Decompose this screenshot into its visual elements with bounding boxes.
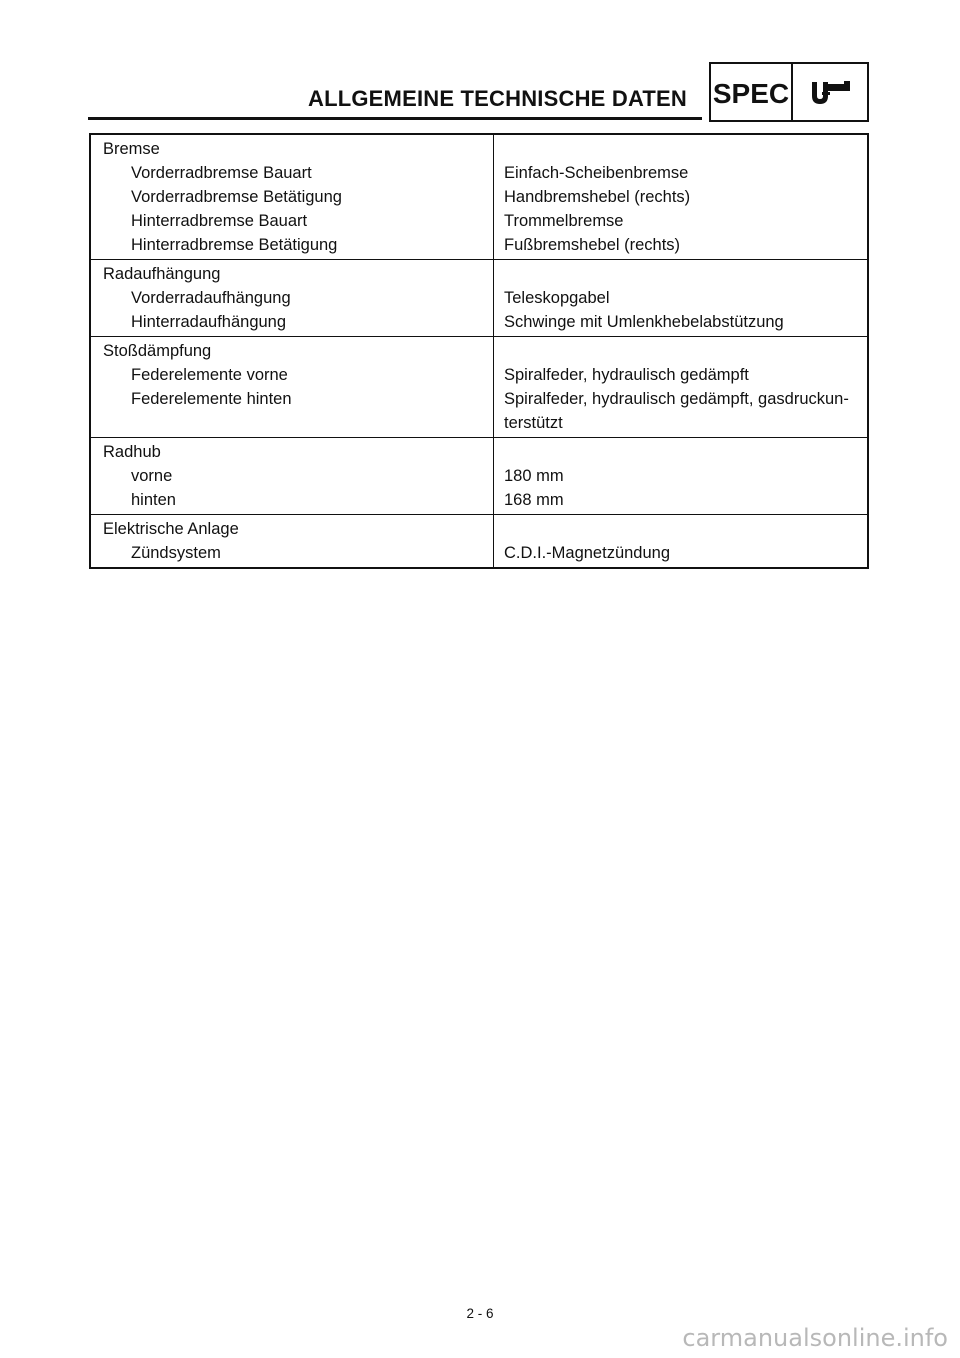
page-number: 2 - 6 bbox=[466, 1306, 494, 1321]
group-title: Elektrische Anlage bbox=[90, 515, 494, 542]
group-title: Stoßdämpfung bbox=[90, 337, 494, 364]
table-row bbox=[90, 488, 868, 515]
table-row bbox=[90, 387, 868, 438]
group-title: Radhub bbox=[90, 438, 494, 465]
spec-value: Einfach-Scheibenbremse bbox=[504, 164, 689, 182]
spec-value: Spiralfeder, hydraulisch gedämpft bbox=[504, 366, 749, 384]
spec-value: Trommelbremse bbox=[504, 212, 624, 230]
spec-label: Vorderradaufhängung bbox=[131, 289, 291, 307]
group-header-row bbox=[90, 260, 868, 287]
table-row bbox=[90, 541, 868, 568]
spec-label: vorne bbox=[131, 467, 173, 485]
spec-value: Fußbremshebel (rechts) bbox=[504, 236, 681, 254]
spec-label: Federelemente vorne bbox=[131, 366, 288, 384]
group-header-row bbox=[90, 438, 868, 465]
table-row bbox=[90, 286, 868, 310]
caliper-icon bbox=[793, 64, 867, 120]
spec-value: 168 mm bbox=[504, 491, 564, 509]
section-badge bbox=[709, 62, 869, 122]
spec-label: Hinterradbremse Bauart bbox=[131, 212, 308, 230]
spec-label: hinten bbox=[131, 491, 176, 509]
spec-label: Hinterradaufhängung bbox=[131, 313, 287, 331]
table-row bbox=[90, 185, 868, 209]
specifications-table bbox=[89, 133, 869, 569]
group-title: Radaufhängung bbox=[90, 260, 494, 287]
group-title: Bremse bbox=[90, 134, 494, 161]
table-row bbox=[90, 161, 868, 185]
table-row bbox=[90, 209, 868, 233]
group-header-row bbox=[90, 134, 868, 161]
table-row bbox=[90, 363, 868, 387]
spec-label: Vorderradbremse Bauart bbox=[131, 164, 312, 182]
spec-value bbox=[494, 387, 869, 438]
header-rule bbox=[88, 117, 702, 120]
table-row bbox=[90, 233, 868, 260]
spec-label: Zündsystem bbox=[131, 544, 221, 562]
table-row bbox=[90, 310, 868, 337]
spec-value: Schwinge mit Umlenkhebelabstützung bbox=[504, 313, 784, 331]
spec-value: Handbremshebel (rechts) bbox=[504, 188, 691, 206]
spec-badge-label: SPEC bbox=[711, 64, 793, 120]
table-row bbox=[90, 464, 868, 488]
spec-label: Federelemente hinten bbox=[131, 390, 292, 408]
spec-value: 180 mm bbox=[504, 467, 564, 485]
group-header-row bbox=[90, 515, 868, 542]
group-header-row bbox=[90, 337, 868, 364]
spec-label: Hinterradbremse Betätigung bbox=[131, 236, 338, 254]
spec-value: C.D.I.-Magnetzündung bbox=[504, 544, 671, 562]
spec-value-line: Spiralfeder, hydraulisch gedämpft, gasdruckun- bbox=[504, 390, 849, 408]
spec-label: Vorderradbremse Betätigung bbox=[131, 188, 342, 206]
spec-value: Teleskopgabel bbox=[504, 289, 610, 307]
spec-value-line: terstützt bbox=[504, 414, 563, 432]
watermark: carmanualsonline.info bbox=[682, 1324, 948, 1352]
page-title: ALLGEMEINE TECHNISCHE DATEN bbox=[308, 86, 688, 111]
